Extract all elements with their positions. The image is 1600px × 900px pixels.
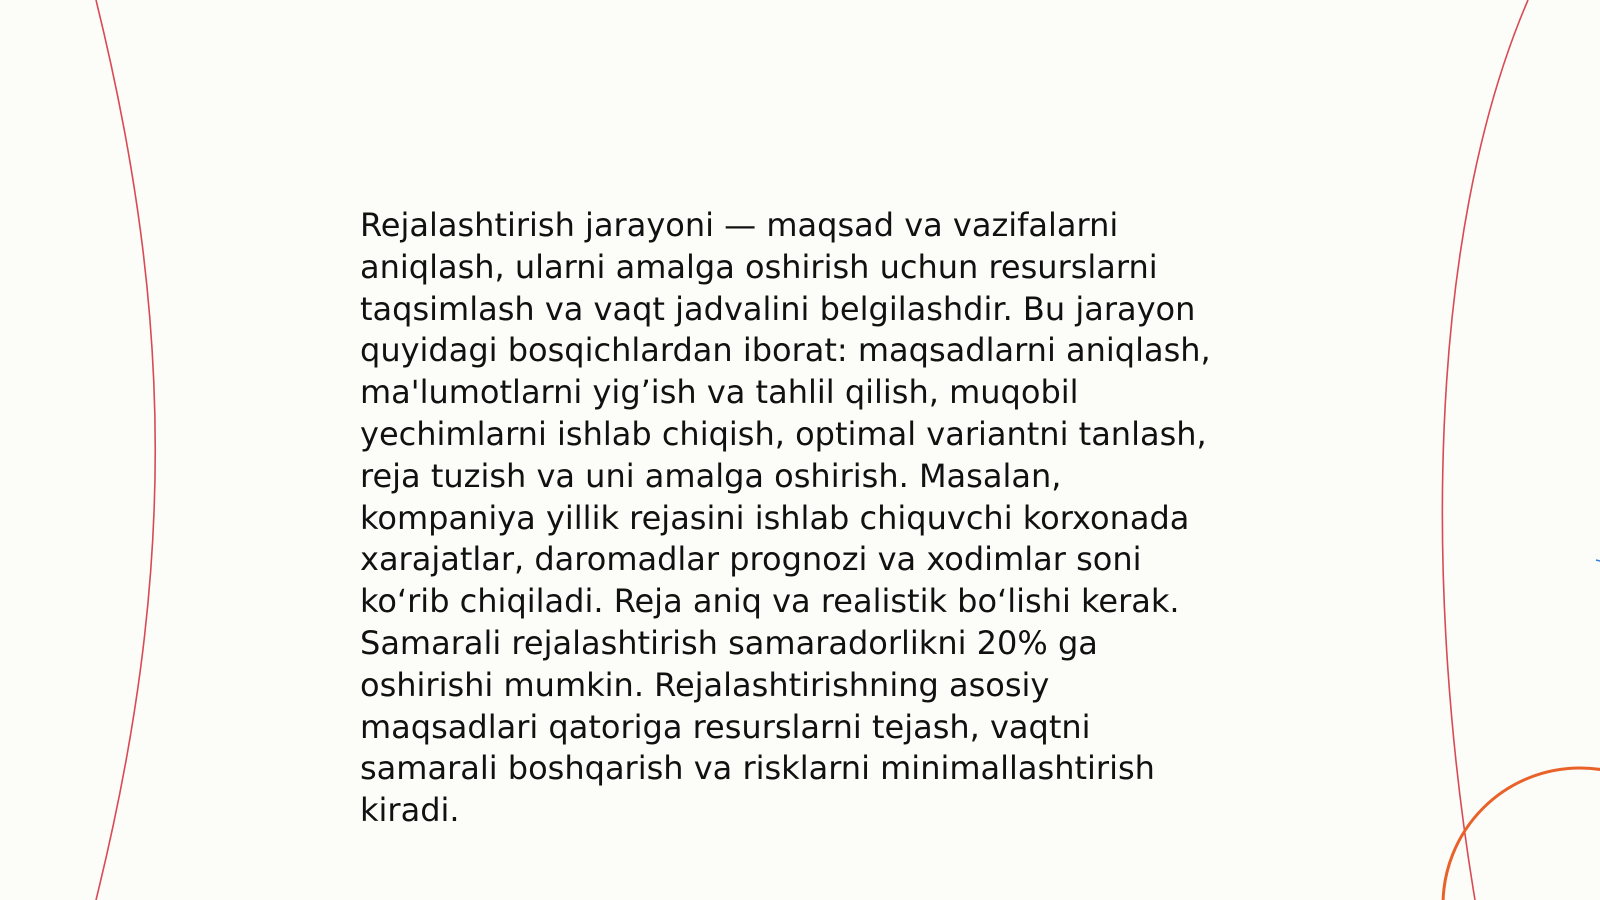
left-curve-line <box>96 0 155 900</box>
paragraph-line: ko‘rib chiqiladi. Reja aniq va realistik bo‘lishi kerak. <box>360 582 1180 621</box>
paragraph-line: kompaniya yillik rejasini ishlab chiquvchi korxonada <box>360 498 1190 537</box>
paragraph-line: maqsadlari qatoriga resurslarni tejash, vaqtni <box>360 707 1091 746</box>
paragraph-line: kiradi. <box>360 791 460 830</box>
paragraph-line: samarali boshqarish va risklarni minimallashtirish <box>360 749 1155 788</box>
orange-circle-outline <box>1443 768 1600 900</box>
paragraph-line: xarajatlar, daromadlar prognozi va xodimlar soni <box>360 540 1142 579</box>
paragraph-line: ma'lumotlarni yig’ish va tahlil qilish, muqobil <box>360 373 1079 412</box>
paragraph-line: taqsimlash va vaqt jadvalini belgilashdir. Bu jarayon <box>360 289 1196 328</box>
body-paragraph <box>360 205 1240 832</box>
paragraph-line: Rejalashtirish jarayoni — maqsad va vazifalarni <box>360 206 1119 244</box>
paragraph-line: aniqlash, ularni amalga oshirish uchun resurslarni <box>360 247 1158 286</box>
small-blue-tick <box>1596 560 1600 561</box>
paragraph-line: Samarali rejalashtirish samaradorlikni 20% ga <box>360 623 1098 662</box>
paragraph-line: quyidagi bosqichlardan iborat: maqsadlarni aniqlash, <box>360 331 1211 370</box>
paragraph-line: reja tuzish va uni amalga oshirish. Masalan, <box>360 456 1062 495</box>
paragraph-line: yechimlarni ishlab chiqish, optimal variantni tanlash, <box>360 414 1207 453</box>
right-curve-line <box>1442 0 1528 900</box>
paragraph-line: oshirishi mumkin. Rejalashtirishning asosiy <box>360 665 1050 704</box>
